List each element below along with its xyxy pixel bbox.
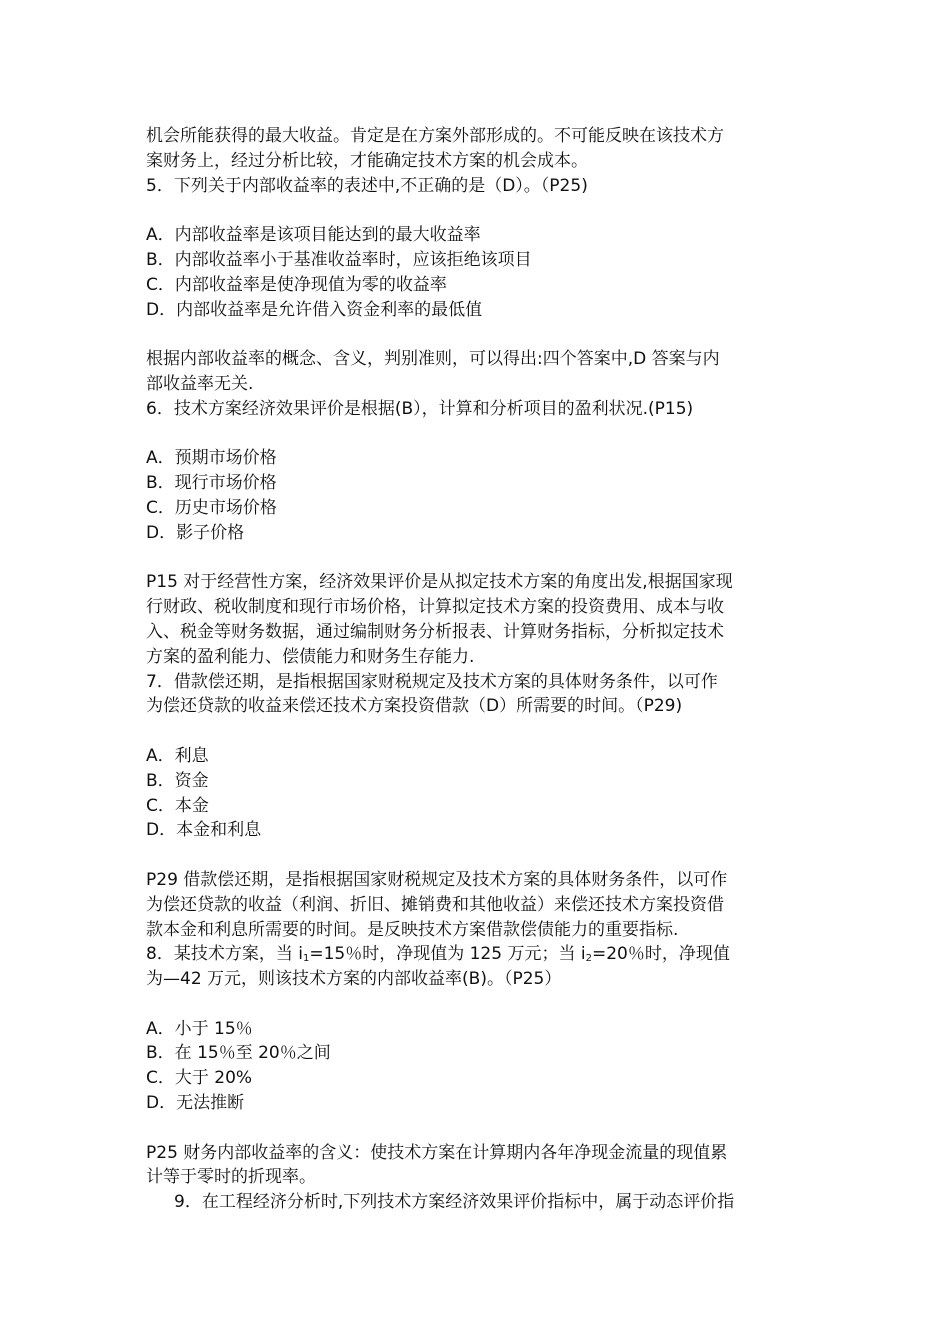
text-line: B．现行市场价格 [146, 473, 277, 494]
blank-line [146, 422, 810, 447]
text-line: 行财政、税收制度和现行市场价格，计算拟定技术方案的投资费用、成本与收 [146, 597, 724, 618]
text-line: P29 借款偿还期，是指根据国家财税规定及技术方案的具体财务条件，以可作 [146, 869, 728, 890]
text-line: 案财务上，经过分析比较，才能确定技术方案的机会成本。 [146, 150, 588, 171]
blank-line [146, 546, 810, 571]
blank-line [146, 719, 810, 744]
text-line: B．在 15％至 20％之间 [146, 1043, 331, 1064]
blank-line [146, 322, 810, 347]
blank-line [146, 843, 810, 868]
text-line: 6．技术方案经济效果评价是根据(B），计算和分析项目的盈利状况.(P15) [146, 398, 694, 419]
text-line: A．小于 15％ [146, 1018, 253, 1039]
text-line: 方案的盈利能力、偿债能力和财务生存能力. [146, 646, 475, 667]
text-line: 8．某技术方案，当 $i_1=15$％时，净现值为 125 万元；当 $i_2=20$％时，净现值 [146, 944, 730, 965]
text-line: B．内部收益率小于基准收益率时，应该拒绝该项目 [146, 249, 532, 270]
text-line: D．影子价格 [146, 522, 245, 543]
text-line: 入、税金等财务数据，通过编制财务分析报表、计算财务指标，分析拟定技术 [146, 621, 724, 642]
text-line: 9．在工程经济分析时,下列技术方案经济效果评价指标中，属于动态评价指 [174, 1192, 735, 1213]
text-line: 为偿还贷款的收益（利润、折旧、摊销费和其他收益）来偿还技术方案投资借 [146, 894, 724, 915]
text-line: P15 对于经营性方案，经济效果评价是从拟定技术方案的角度出发,根据国家现 [146, 572, 733, 593]
blank-line [146, 1116, 810, 1141]
text-line: 根据内部收益率的概念、含义，判别准则，可以得出:四个答案中,D 答案与内 [146, 349, 720, 370]
document-body [146, 124, 810, 1215]
text-line: 计等于零时的折现率。 [146, 1167, 316, 1188]
text-line: A．预期市场价格 [146, 448, 277, 469]
blank-line [146, 992, 810, 1017]
text-line: 7．借款偿还期，是指根据国家财税规定及技术方案的具体财务条件，以可作 [146, 671, 718, 692]
text-line: C．大于 20% [146, 1068, 253, 1089]
text-line: C．内部收益率是使净现值为零的收益率 [146, 274, 447, 295]
text-line: D．无法推断 [146, 1093, 245, 1114]
text-line: C．历史市场价格 [146, 497, 277, 518]
text-line: 机会所能获得的最大收益。肯定是在方案外部形成的。不可能反映在该技术方 [146, 126, 724, 146]
text-line: 款本金和利息所需要的时间。是反映技术方案借款偿债能力的重要指标. [146, 919, 679, 940]
text-line: 为—42 万元，则该技术方案的内部收益率(B)。（P25） [146, 969, 562, 990]
text-line: A．内部收益率是该项目能达到的最大收益率 [146, 225, 481, 246]
text-line: C．本金 [146, 795, 209, 816]
text-line: 为偿还贷款的收益来偿还技术方案投资借款（D）所需要的时间。（P29) [146, 696, 683, 717]
blank-line [146, 198, 810, 223]
text-line: B．资金 [146, 770, 209, 791]
text-line: P25 财务内部收益率的含义：使技术方案在计算期内各年净现金流量的现值累 [146, 1142, 728, 1163]
text-line: 部收益率无关. [146, 373, 254, 394]
text-line: A．利息 [146, 745, 209, 766]
text-line: D．内部收益率是允许借入资金利率的最低值 [146, 299, 483, 320]
text-line: D．本金和利息 [146, 820, 262, 841]
text-line: 5．下列关于内部收益率的表述中,不正确的是（D）。（P25) [146, 175, 588, 196]
